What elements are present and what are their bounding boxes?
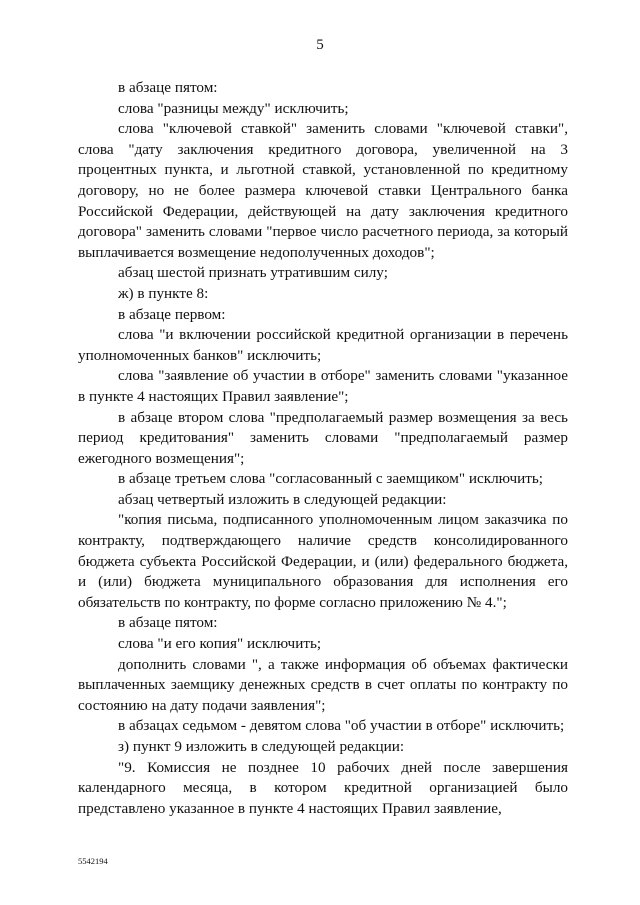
paragraph-18: "9. Комиссия не позднее 10 рабочих дней после завершения календарного месяца, в котором кредитной организацией было представлено указанное в пункте 4 настоящих Правил заявление, bbox=[78, 758, 568, 817]
paragraph-14: слова "и его копия" исключить; bbox=[118, 635, 322, 653]
page-number: 5 bbox=[316, 37, 324, 53]
paragraph-1: в абзаце пятом: bbox=[118, 79, 218, 96]
paragraph-8: слова "заявление об участии в отборе" заменить словами "указанное в пункте 4 настоящих Правил заявление"; bbox=[78, 367, 568, 405]
paragraph-12: "копия письма, подписанного уполномоченным лицом заказчика по контракту, подтверждающего наличие средств консолидированного бюджета субъекта Российской Федерации, и (или) федерального бюджета, и (или) бюджета муниципального образования для исполнения его обязательств по контракту, по форме согласно приложению № 4."; bbox=[78, 511, 568, 611]
paragraph-7: слова "и включении российской кредитной организации в перечень уполномоченных банков" исключить; bbox=[78, 326, 568, 364]
paragraph-5: ж) в пункте 8: bbox=[118, 284, 209, 302]
paragraph-11: абзац четвертый изложить в следующей редакции: bbox=[118, 490, 447, 508]
paragraph-10: в абзаце третьем слова "согласованный с заемщиком" исключить; bbox=[118, 470, 543, 488]
paragraph-17: з) пункт 9 изложить в следующей редакции: bbox=[118, 738, 405, 755]
document-code: 5542194 bbox=[78, 856, 108, 866]
document-body bbox=[78, 78, 568, 819]
paragraph-16: в абзацах седьмом - девятом слова "об участии в отборе" исключить; bbox=[118, 717, 565, 735]
paragraph-6: в абзаце первом: bbox=[118, 305, 226, 323]
paragraph-2: слова "разницы между" исключить; bbox=[118, 99, 349, 117]
paragraph-13: в абзаце пятом: bbox=[118, 614, 218, 632]
paragraph-4: абзац шестой признать утратившим силу; bbox=[118, 264, 388, 282]
paragraph-9: в абзаце втором слова "предполагаемый размер возмещения за весь период кредитования" заменить словами "предполагаемый размер ежегодного возмещения"; bbox=[78, 408, 568, 467]
paragraph-15: дополнить словами ", а также информация об объемах фактически выплаченных заемщику денежных средств в счет оплаты по контракту по состоянию на дату подачи заявления"; bbox=[78, 655, 568, 714]
paragraph-3: слова "ключевой ставкой" заменить словами "ключевой ставки", слова "дату заключения кредитного договора, увеличенной на 3 процентных пункта, и льготной ставкой, установленной по кредитному договору, но не более размера ключевой ставки Центрального банка Российской Федерации, действующей на дату заключения кредитного договора" заменить словами "первое число расчетного периода, за который выплачивается возмещение недополученных доходов"; bbox=[78, 120, 568, 261]
